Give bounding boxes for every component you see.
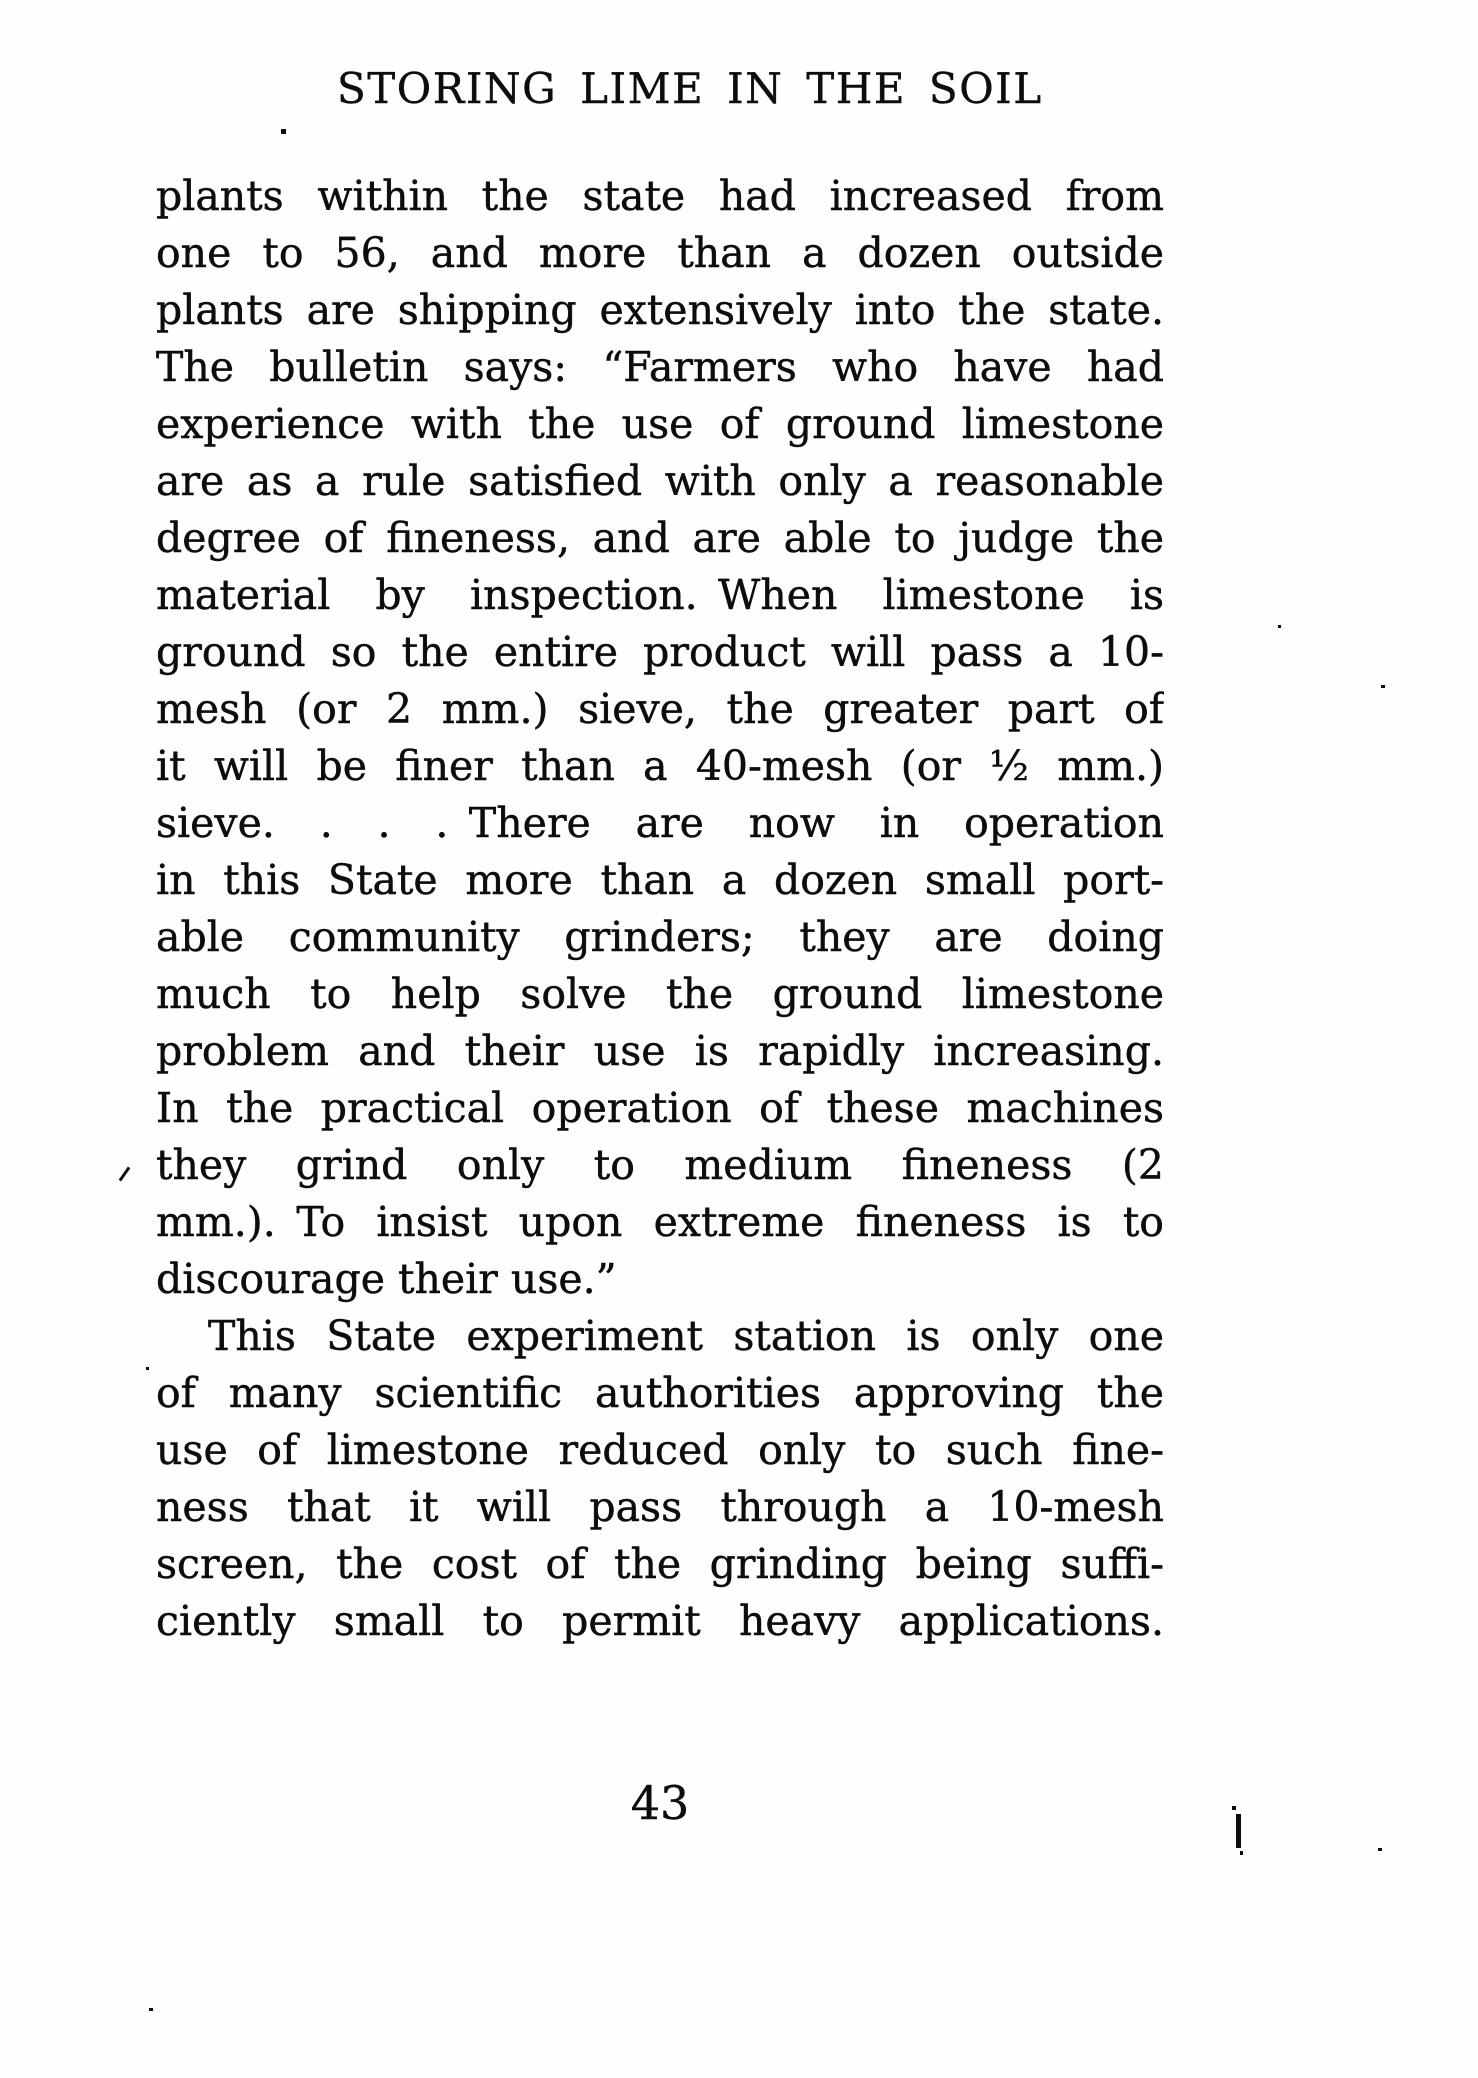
body-text <box>156 168 1164 1650</box>
text-line: in this State more than a dozen small port- <box>156 856 1164 904</box>
text-line: ciently small to permit heavy applications. <box>156 1597 1164 1645</box>
text-line: plants within the state had increased from <box>156 172 1164 220</box>
running-header: STORING LIME IN THE SOIL <box>337 64 1043 113</box>
text-line: ground so the entire product will pass a 10- <box>156 628 1164 676</box>
text-line: are as a rule satisfied with only a reasonable <box>156 457 1164 505</box>
page-number: 43 <box>630 1776 690 1830</box>
text-line: it will be finer than a 40-mesh (or ½ mm.) <box>156 742 1164 790</box>
text-line: ness that it will pass through a 10-mesh <box>156 1483 1164 1531</box>
text-line: In the practical operation of these machines <box>156 1084 1164 1132</box>
text-line: of many scientific authorities approving the <box>156 1369 1164 1417</box>
ink-speck <box>149 2008 153 2011</box>
text-line: able community grinders; they are doing <box>156 913 1164 961</box>
text-line: much to help solve the ground limestone <box>156 970 1164 1018</box>
text-line: sieve. . . . There are now in operation <box>156 799 1164 847</box>
ink-speck <box>1381 685 1385 688</box>
ink-speck <box>119 1167 131 1182</box>
ink-speck <box>1236 1814 1241 1848</box>
ink-speck <box>1240 1851 1243 1855</box>
text-line: This State experiment station is only one <box>208 1312 1164 1360</box>
text-line: they grind only to medium fineness (2 <box>156 1141 1164 1189</box>
text-line: plants are shipping extensively into the state. <box>156 286 1164 334</box>
ink-speck <box>1278 625 1281 628</box>
ink-speck <box>1232 1806 1236 1810</box>
text-line: experience with the use of ground limestone <box>156 400 1164 448</box>
text-line: screen, the cost of the grinding being suffi- <box>156 1540 1164 1588</box>
ink-speck <box>281 129 286 134</box>
text-line: one to 56, and more than a dozen outside <box>156 229 1164 277</box>
text-line: problem and their use is rapidly increasing. <box>156 1027 1164 1075</box>
ink-speck <box>1378 1848 1382 1851</box>
text-line: mm.). To insist upon extreme fineness is to <box>156 1198 1164 1246</box>
text-line: use of limestone reduced only to such fine- <box>156 1426 1164 1474</box>
text-line: material by inspection. When limestone is <box>156 571 1164 619</box>
text-line: mesh (or 2 mm.) sieve, the greater part of <box>156 685 1164 733</box>
text-line: discourage their use.” <box>156 1255 617 1303</box>
ink-speck <box>146 1367 149 1370</box>
text-line: The bulletin says: “Farmers who have had <box>156 343 1164 391</box>
text-line: degree of fineness, and are able to judge the <box>156 514 1164 562</box>
